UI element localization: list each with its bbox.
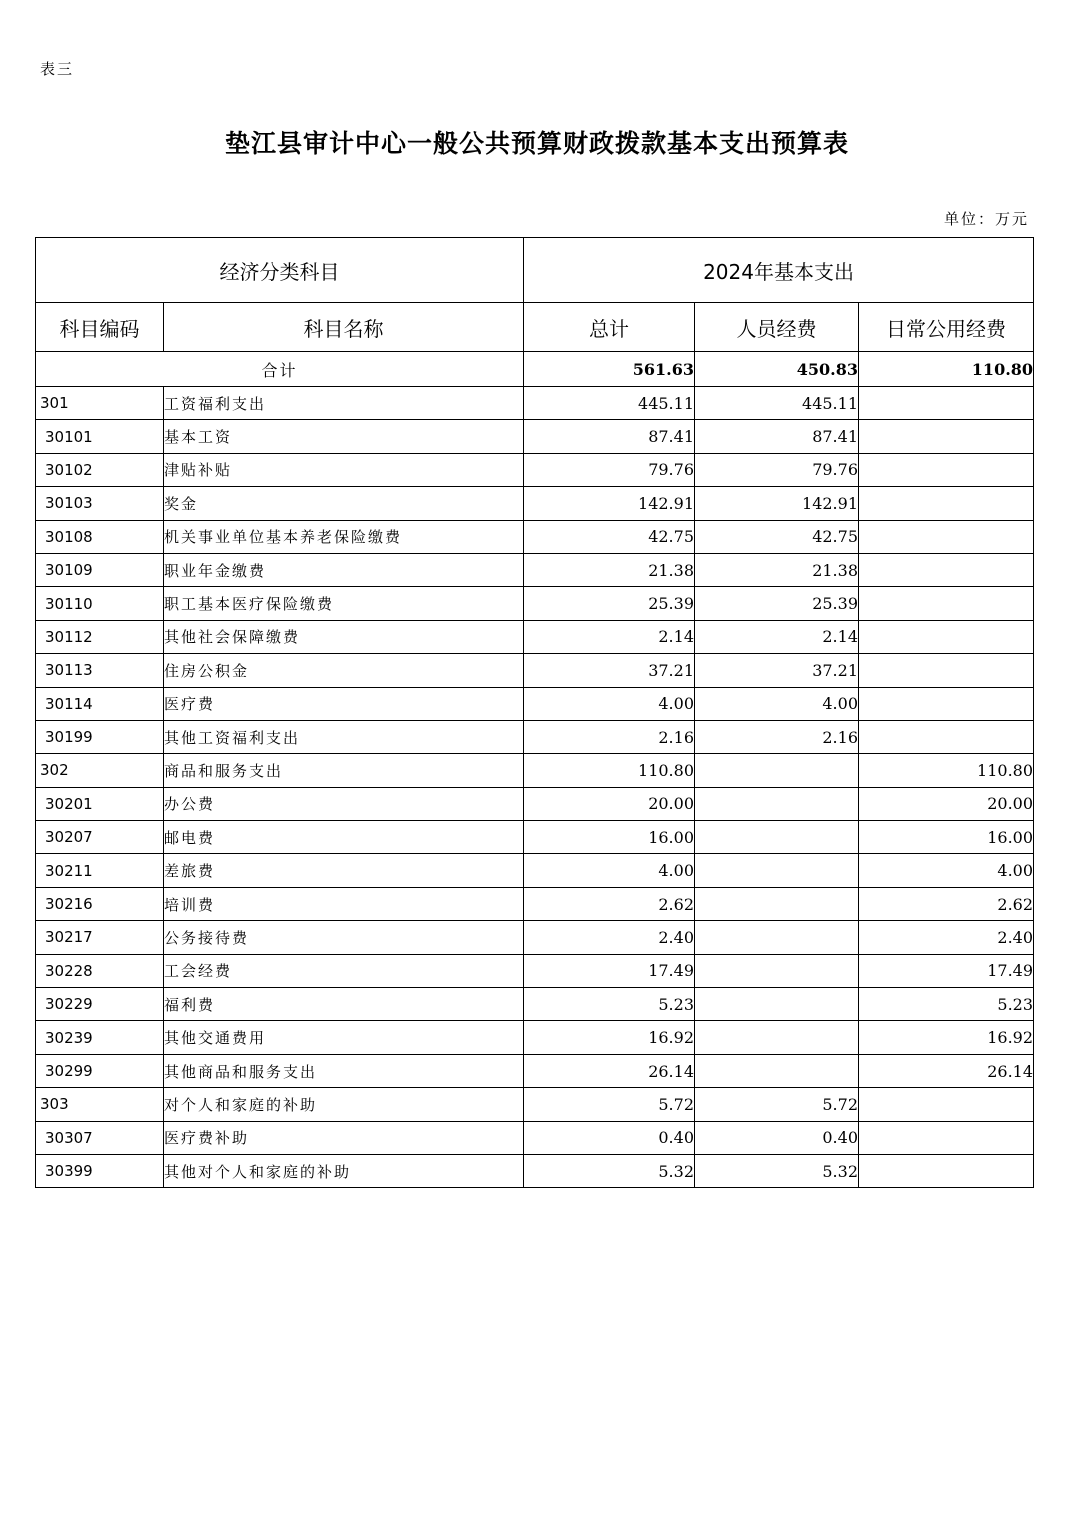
row-name: 医疗费补助 (164, 1121, 524, 1154)
row-personnel (695, 954, 859, 987)
table-row (36, 1021, 1034, 1054)
row-code: 302 (36, 754, 164, 787)
row-public: 16.00 (859, 821, 1034, 854)
row-code: 30229 (36, 988, 164, 1021)
row-name: 办公费 (164, 787, 524, 820)
row-personnel: 87.41 (695, 420, 859, 453)
row-public (859, 654, 1034, 687)
row-total: 21.38 (524, 553, 695, 586)
row-code: 303 (36, 1088, 164, 1121)
row-personnel: 2.14 (695, 620, 859, 653)
table-row (36, 487, 1034, 520)
row-public (859, 687, 1034, 720)
table-row (36, 954, 1034, 987)
row-code: 30112 (36, 620, 164, 653)
table-row (36, 821, 1034, 854)
row-total: 25.39 (524, 587, 695, 620)
table-row (36, 854, 1034, 887)
table-row (36, 654, 1034, 687)
row-code: 30228 (36, 954, 164, 987)
row-name: 公务接待费 (164, 921, 524, 954)
header-code: 科目编码 (36, 303, 164, 352)
row-total: 87.41 (524, 420, 695, 453)
row-personnel (695, 887, 859, 920)
row-public: 110.80 (859, 754, 1034, 787)
row-name: 其他社会保障缴费 (164, 620, 524, 653)
row-personnel: 42.75 (695, 520, 859, 553)
row-code: 301 (36, 387, 164, 420)
table-row (36, 620, 1034, 653)
row-public (859, 453, 1034, 486)
row-name: 其他交通费用 (164, 1021, 524, 1054)
total-total: 561.63 (524, 352, 695, 387)
table-row (36, 1088, 1034, 1121)
row-name: 其他商品和服务支出 (164, 1054, 524, 1087)
row-name: 医疗费 (164, 687, 524, 720)
row-public: 17.49 (859, 954, 1034, 987)
row-name: 差旅费 (164, 854, 524, 887)
row-personnel (695, 821, 859, 854)
row-name: 福利费 (164, 988, 524, 1021)
row-public (859, 520, 1034, 553)
total-personnel: 450.83 (695, 352, 859, 387)
row-code: 30216 (36, 887, 164, 920)
row-public: 26.14 (859, 1054, 1034, 1087)
table-row (36, 754, 1034, 787)
row-name: 机关事业单位基本养老保险缴费 (164, 520, 524, 553)
row-name: 培训费 (164, 887, 524, 920)
row-code: 30201 (36, 787, 164, 820)
row-total: 79.76 (524, 453, 695, 486)
row-personnel (695, 854, 859, 887)
row-name: 津贴补贴 (164, 453, 524, 486)
row-total: 16.92 (524, 1021, 695, 1054)
table-row (36, 1121, 1034, 1154)
row-total: 26.14 (524, 1054, 695, 1087)
row-code: 30102 (36, 453, 164, 486)
row-total: 5.23 (524, 988, 695, 1021)
row-personnel: 37.21 (695, 654, 859, 687)
row-name: 工资福利支出 (164, 387, 524, 420)
row-personnel: 25.39 (695, 587, 859, 620)
row-personnel (695, 754, 859, 787)
row-code: 30114 (36, 687, 164, 720)
row-name: 工会经费 (164, 954, 524, 987)
row-personnel (695, 988, 859, 1021)
row-public (859, 487, 1034, 520)
row-personnel (695, 921, 859, 954)
row-personnel (695, 787, 859, 820)
row-public: 5.23 (859, 988, 1034, 1021)
row-name: 职业年金缴费 (164, 553, 524, 586)
row-total: 42.75 (524, 520, 695, 553)
row-public: 20.00 (859, 787, 1034, 820)
row-total: 37.21 (524, 654, 695, 687)
table-row (36, 988, 1034, 1021)
row-public (859, 1088, 1034, 1121)
row-personnel: 0.40 (695, 1121, 859, 1154)
total-row (36, 352, 1034, 387)
total-public: 110.80 (859, 352, 1034, 387)
row-personnel: 2.16 (695, 720, 859, 753)
row-total: 20.00 (524, 787, 695, 820)
row-personnel: 5.32 (695, 1154, 859, 1187)
header-personnel: 人员经费 (695, 303, 859, 352)
header-total: 总计 (524, 303, 695, 352)
header-category: 经济分类科目 (36, 238, 524, 303)
row-name: 对个人和家庭的补助 (164, 1088, 524, 1121)
row-code: 30299 (36, 1054, 164, 1087)
row-code: 30103 (36, 487, 164, 520)
row-code: 30217 (36, 921, 164, 954)
header-row-group (36, 238, 1034, 303)
row-code: 30101 (36, 420, 164, 453)
budget-table (35, 237, 1034, 1188)
row-name: 其他对个人和家庭的补助 (164, 1154, 524, 1187)
row-name: 邮电费 (164, 821, 524, 854)
row-personnel: 4.00 (695, 687, 859, 720)
table-row (36, 520, 1034, 553)
table-row (36, 553, 1034, 586)
row-code: 30113 (36, 654, 164, 687)
row-total: 445.11 (524, 387, 695, 420)
row-total: 5.32 (524, 1154, 695, 1187)
row-code: 30110 (36, 587, 164, 620)
row-public (859, 587, 1034, 620)
row-total: 5.72 (524, 1088, 695, 1121)
row-code: 30108 (36, 520, 164, 553)
row-personnel (695, 1054, 859, 1087)
row-name: 住房公积金 (164, 654, 524, 687)
row-name: 其他工资福利支出 (164, 720, 524, 753)
row-public (859, 553, 1034, 586)
table-row (36, 420, 1034, 453)
row-name: 职工基本医疗保险缴费 (164, 587, 524, 620)
header-public: 日常公用经费 (859, 303, 1034, 352)
row-total: 2.14 (524, 620, 695, 653)
row-public: 4.00 (859, 854, 1034, 887)
unit-label: 单位：万元 (943, 210, 1029, 228)
row-code: 30199 (36, 720, 164, 753)
row-code: 30207 (36, 821, 164, 854)
row-code: 30239 (36, 1021, 164, 1054)
row-name: 基本工资 (164, 420, 524, 453)
row-total: 4.00 (524, 687, 695, 720)
header-name: 科目名称 (164, 303, 524, 352)
row-total: 0.40 (524, 1121, 695, 1154)
table-row (36, 387, 1034, 420)
row-public (859, 1121, 1034, 1154)
header-period: 2024年基本支出 (524, 238, 1034, 303)
row-total: 2.62 (524, 887, 695, 920)
row-personnel: 5.72 (695, 1088, 859, 1121)
table-row (36, 887, 1034, 920)
row-name: 商品和服务支出 (164, 754, 524, 787)
row-public: 2.62 (859, 887, 1034, 920)
row-total: 16.00 (524, 821, 695, 854)
row-code: 30109 (36, 553, 164, 586)
row-public: 2.40 (859, 921, 1034, 954)
table-row (36, 453, 1034, 486)
row-public (859, 720, 1034, 753)
table-body (36, 352, 1034, 1188)
document-label: 表三 (40, 60, 75, 78)
row-total: 142.91 (524, 487, 695, 520)
row-public: 16.92 (859, 1021, 1034, 1054)
table-row (36, 921, 1034, 954)
row-total: 4.00 (524, 854, 695, 887)
row-public (859, 420, 1034, 453)
row-total: 2.16 (524, 720, 695, 753)
row-personnel: 445.11 (695, 387, 859, 420)
total-label: 合计 (36, 352, 524, 387)
row-total: 110.80 (524, 754, 695, 787)
row-personnel: 142.91 (695, 487, 859, 520)
table-row (36, 1154, 1034, 1187)
row-public (859, 387, 1034, 420)
table-row (36, 787, 1034, 820)
row-total: 17.49 (524, 954, 695, 987)
row-public (859, 620, 1034, 653)
row-code: 30307 (36, 1121, 164, 1154)
table-row (36, 687, 1034, 720)
row-code: 30211 (36, 854, 164, 887)
row-code: 30399 (36, 1154, 164, 1187)
page-title: 垫江县审计中心一般公共预算财政拨款基本支出预算表 (224, 129, 849, 158)
row-public (859, 1154, 1034, 1187)
table-row (36, 587, 1034, 620)
row-personnel: 21.38 (695, 553, 859, 586)
row-total: 2.40 (524, 921, 695, 954)
table-row (36, 1054, 1034, 1087)
row-personnel (695, 1021, 859, 1054)
header-row-columns (36, 303, 1034, 352)
table-row (36, 720, 1034, 753)
row-personnel: 79.76 (695, 453, 859, 486)
row-name: 奖金 (164, 487, 524, 520)
